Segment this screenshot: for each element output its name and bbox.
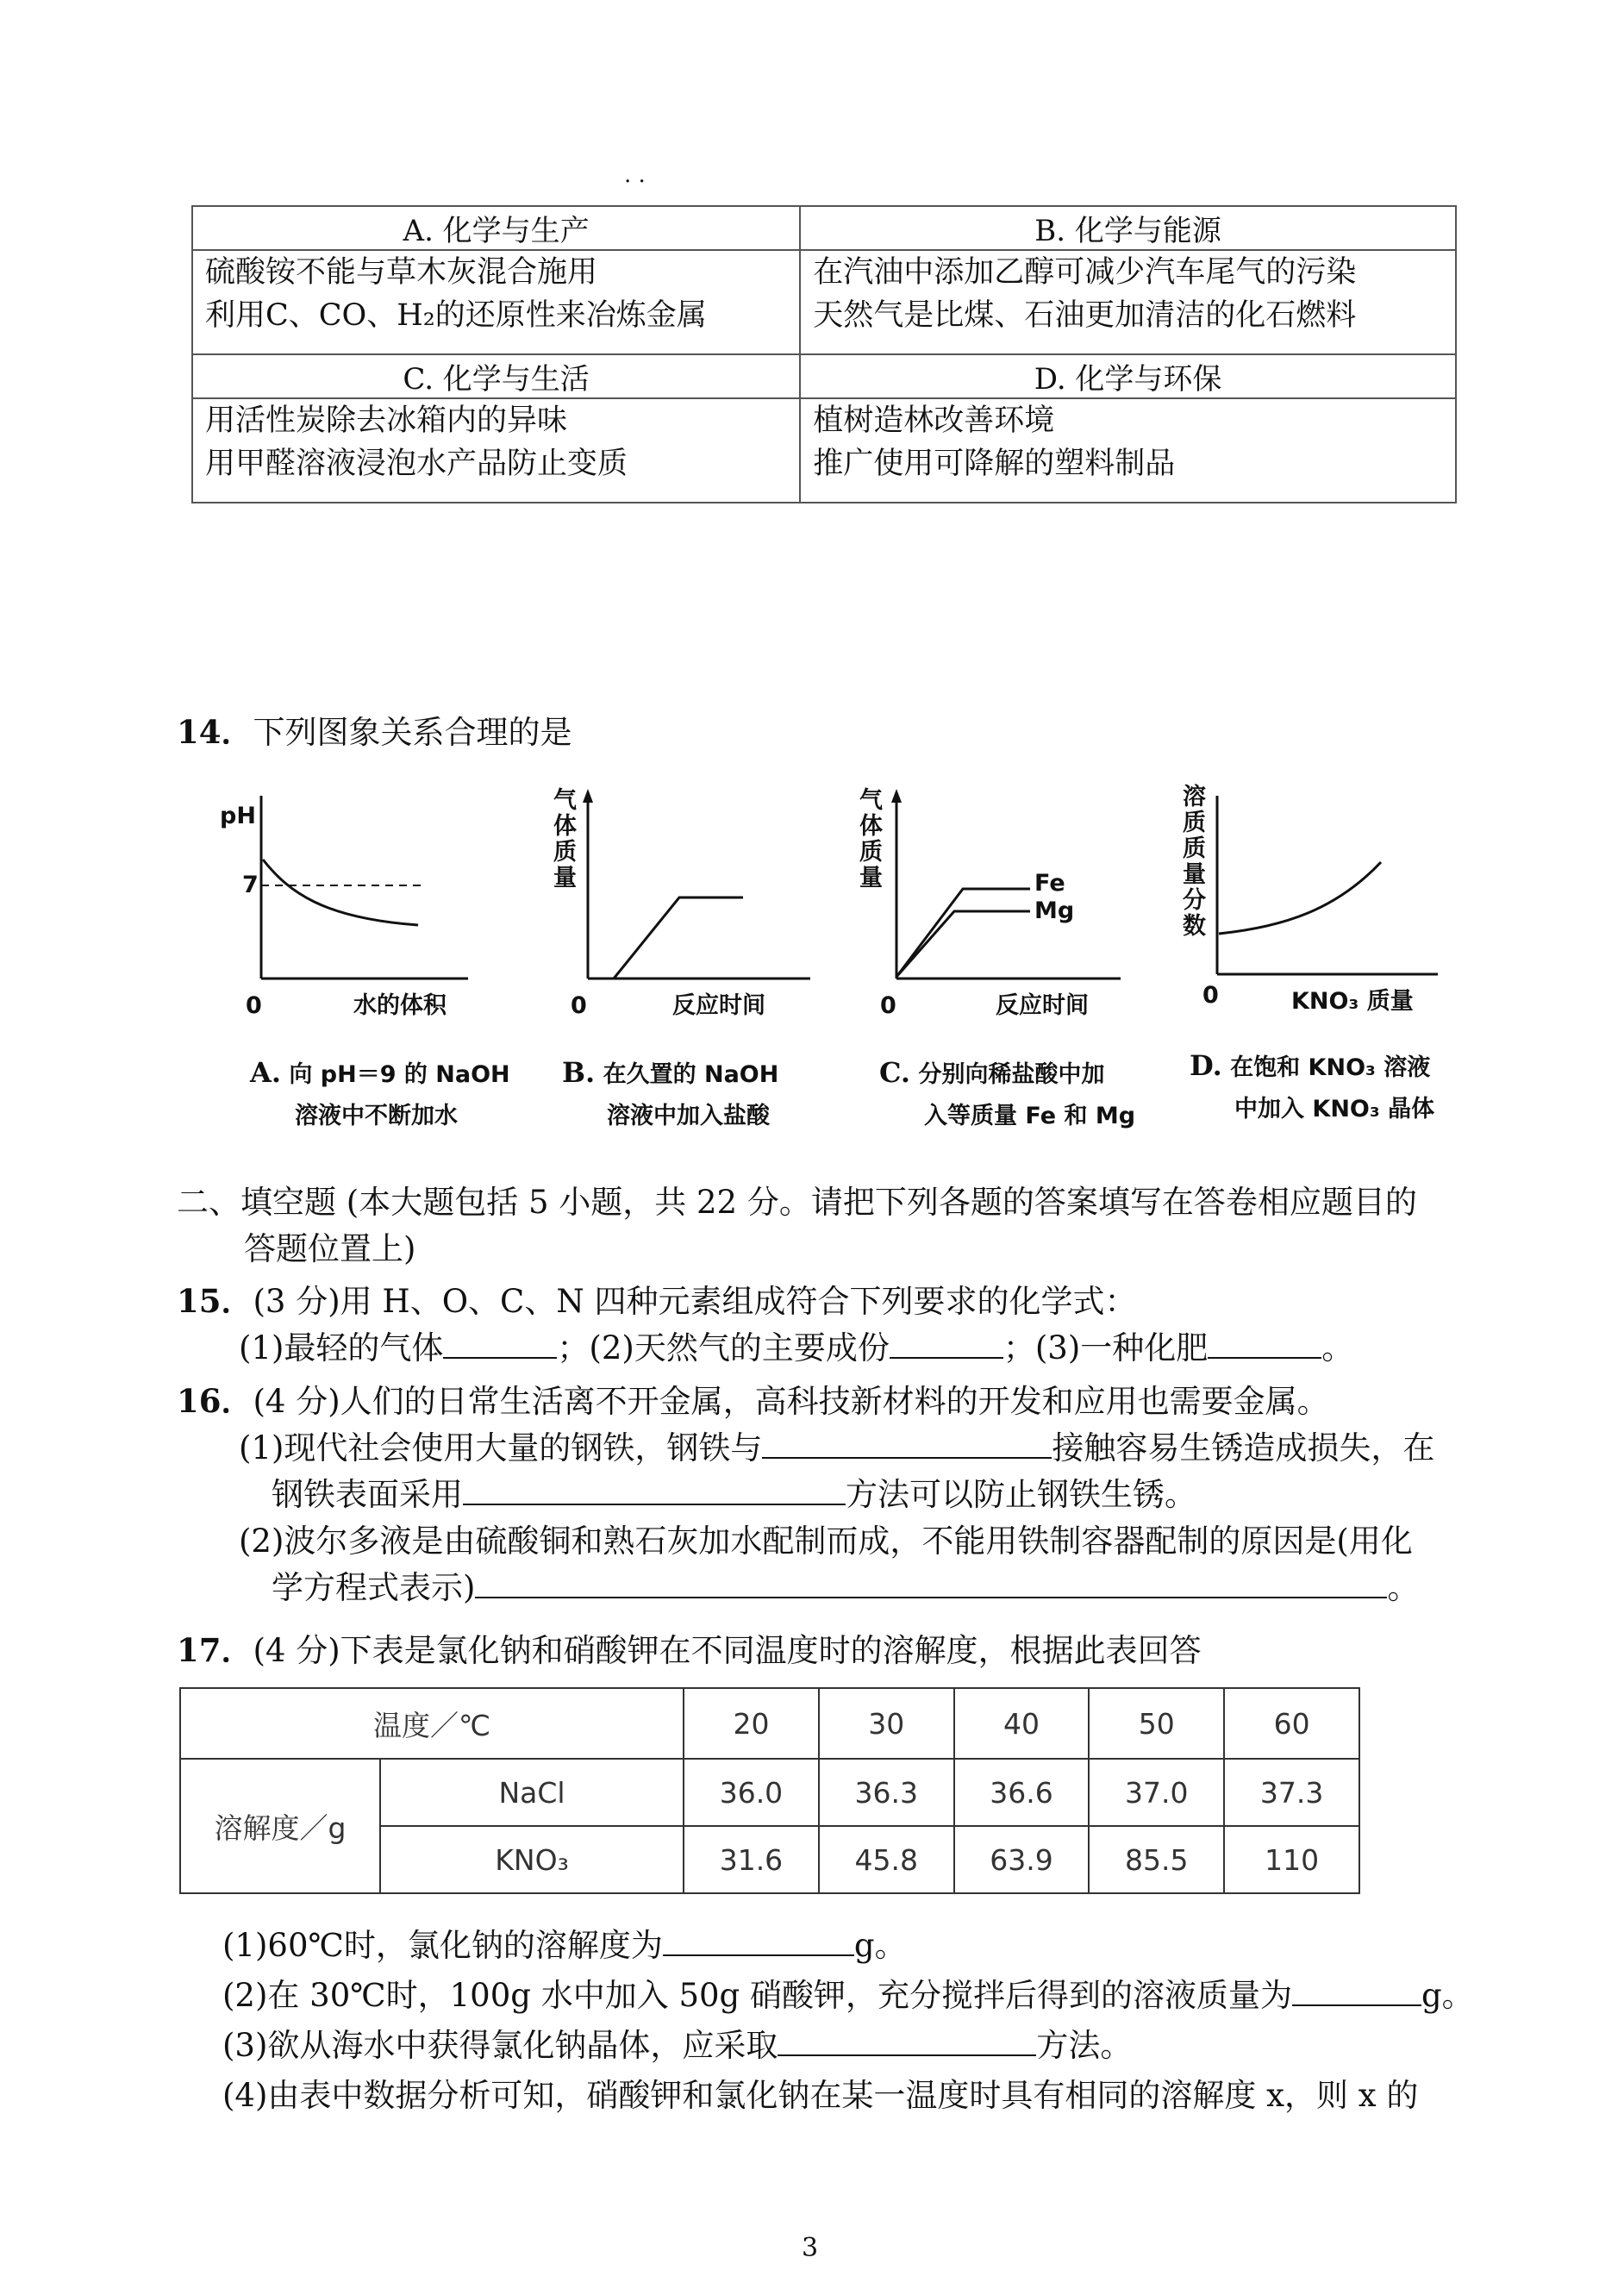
option-b-line: 在汽油中添加乙醇可减少汽车尾气的污染 <box>813 255 1357 291</box>
sub-question-text: (1)60℃时，氯化钠的溶解度为 <box>222 1927 663 1964</box>
option-d-line: 推广使用可降解的塑料制品 <box>813 447 1176 482</box>
option-d-line: 植树造林改善环境 <box>813 403 1055 439</box>
ph7-label: 7 <box>242 872 259 898</box>
y-axis-label-char: 质 <box>1183 835 1206 862</box>
end-mark: 。 <box>1321 1329 1354 1366</box>
y-axis-label-char: 量 <box>859 865 883 891</box>
option-c-line: 用活性炭除去冰箱内的异味 <box>205 403 568 439</box>
question-16 <box>177 1378 1434 1611</box>
nacl-cell: 37.3 <box>1224 1759 1359 1826</box>
graph-b-caption <box>562 1052 778 1137</box>
question-number: 17． <box>177 1631 253 1669</box>
nacl-label: NaCl <box>380 1759 684 1826</box>
x-axis-label: KNO₃ 质量 <box>1291 988 1414 1015</box>
temp-header: 温度／℃ <box>180 1688 684 1759</box>
answer-blank[interactable] <box>762 1429 1052 1459</box>
question-text: (4 分)下表是氯化钠和硝酸钾在不同温度时的溶解度，根据此表回答 <box>253 1632 1202 1669</box>
part-1-text: (1)最轻的气体 <box>239 1329 444 1366</box>
sub-question-text: 学方程式表示) <box>272 1569 476 1606</box>
temp-cell: 30 <box>819 1688 954 1759</box>
question-17-subparts <box>222 1921 1474 2121</box>
origin-label: 0 <box>246 992 262 1019</box>
section-2-heading <box>177 1179 1417 1273</box>
option-c-header: C. 化学与生活 <box>192 354 800 398</box>
sub-question-text: (1)现代社会使用大量的钢铁，钢铁与 <box>239 1429 763 1466</box>
y-axis-label-char: 体 <box>553 813 577 840</box>
y-axis-label-char: 量 <box>1183 861 1206 888</box>
y-axis-label-vertical <box>859 786 883 891</box>
kno3-cell: 85.5 <box>1089 1826 1224 1893</box>
x-axis-label: 反应时间 <box>996 992 1089 1019</box>
y-axis-label-vertical <box>1183 784 1206 940</box>
sub-question-text: g。 <box>853 1927 907 1964</box>
question-15 <box>177 1278 1353 1372</box>
answer-blank[interactable] <box>890 1329 1003 1359</box>
fe-label: Fe <box>1034 870 1065 897</box>
y-axis-label-char: 溶 <box>1183 784 1206 810</box>
sub-question-text: 方法可以防止钢铁生锈。 <box>846 1476 1196 1513</box>
option-a-line: 利用C、CO、H₂的还原性来冶炼金属 <box>205 298 707 334</box>
temp-cell: 40 <box>954 1688 1090 1759</box>
sub-question-text: 方法。 <box>1036 2027 1133 2064</box>
option-b-body <box>800 250 1456 354</box>
temp-cell: 20 <box>684 1688 819 1759</box>
origin-label: 0 <box>571 992 587 1019</box>
y-axis-label-char: 数 <box>1183 913 1206 940</box>
caption-letter: C. <box>879 1056 911 1089</box>
answer-blank[interactable] <box>1208 1329 1321 1359</box>
graph-b <box>552 780 836 1022</box>
question-number: 14． <box>177 713 253 751</box>
caption-letter: A. <box>250 1056 281 1089</box>
graph-a-caption <box>250 1052 510 1137</box>
page-number: 3 <box>802 2233 819 2263</box>
option-c-body <box>192 398 800 503</box>
y-axis-label-char: 质 <box>553 839 577 866</box>
kno3-cell: 63.9 <box>954 1826 1090 1893</box>
option-d-header: D. 化学与环保 <box>800 354 1456 398</box>
answer-blank[interactable] <box>443 1329 557 1359</box>
section-2-line: 答题位置上) <box>244 1230 416 1267</box>
y-arrow-icon <box>583 789 593 803</box>
kno3-cell: 110 <box>1224 1826 1359 1893</box>
part-3-text: ；(3)一种化肥 <box>1003 1329 1209 1366</box>
question-14 <box>177 709 572 756</box>
options-table <box>191 205 1457 503</box>
y-axis-label-char: 质 <box>859 839 883 866</box>
y-axis-label-char: 质 <box>1183 810 1206 836</box>
nacl-cell: 36.0 <box>684 1759 819 1826</box>
solute-fraction-curve <box>1219 862 1381 934</box>
answer-blank[interactable] <box>778 2027 1036 2056</box>
y-axis-label-char: 分 <box>1183 887 1206 914</box>
mg-label: Mg <box>1034 897 1075 924</box>
caption-line: 在饱和 KNO₃ 溶液 <box>1230 1054 1431 1081</box>
origin-label: 0 <box>880 992 896 1019</box>
x-axis-label: 反应时间 <box>672 992 765 1019</box>
answer-blank[interactable] <box>475 1569 1387 1598</box>
caption-letter: D. <box>1190 1049 1222 1082</box>
sub-question-text: 接触容易生锈造成损失，在 <box>1052 1429 1435 1466</box>
y-axis-label-char: 体 <box>859 813 883 840</box>
sub-question-text: (2)在 30℃时，100g 水中加入 50g 硝酸钾，充分搅拌后得到的溶液质量为 <box>222 1977 1292 2014</box>
caption-line: 分别向稀盐酸中加 <box>918 1061 1105 1088</box>
caption-line: 溶液中不断加水 <box>295 1103 458 1129</box>
part-2-text: ；(2)天然气的主要成份 <box>557 1329 890 1366</box>
temp-cell: 60 <box>1224 1688 1359 1759</box>
caption-letter: B. <box>562 1056 596 1089</box>
graph-c-caption <box>879 1052 1135 1137</box>
y-arrow-icon <box>891 789 902 803</box>
ph-curve <box>263 860 418 925</box>
caption-line: 向 pH＝9 的 NaOH <box>289 1061 510 1088</box>
option-d-body <box>800 398 1456 503</box>
gas-mass-line <box>614 897 743 979</box>
caption-line: 中加入 KNO₃ 晶体 <box>1234 1096 1435 1122</box>
option-a-header: A. 化学与生产 <box>192 206 800 250</box>
y-axis-label-char: 气 <box>859 787 883 814</box>
option-b-line: 天然气是比煤、石油更加清洁的化石燃料 <box>813 298 1357 334</box>
graph-c <box>858 780 1142 1022</box>
solubility-table <box>179 1687 1360 1894</box>
x-axis-label: 水的体积 <box>353 992 447 1019</box>
solubility-header: 溶解度／g <box>180 1759 380 1893</box>
caption-line: 溶液中加入盐酸 <box>607 1103 770 1129</box>
y-axis-label-char: 量 <box>553 865 577 891</box>
sub-question-text: (4)由表中数据分析可知，硝酸钾和氯化钠在某一温度时具有相同的溶解度 x，则 x 的 <box>222 2077 1419 2114</box>
nacl-cell: 37.0 <box>1089 1759 1224 1826</box>
sub-question-text: g。 <box>1421 1977 1474 2014</box>
caption-line: 在久置的 NaOH <box>603 1061 779 1088</box>
y-axis-label: pH <box>220 803 256 829</box>
question-17 <box>177 1627 1202 1674</box>
top-dots: . . <box>624 162 646 188</box>
graph-d-caption <box>1190 1045 1434 1130</box>
option-a-body <box>192 250 800 354</box>
question-text: 下列图象关系合理的是 <box>253 714 572 751</box>
sub-question-text: (2)波尔多液是由硫酸铜和熟石灰加水配制而成，不能用铁制容器配制的原因是(用化 <box>239 1523 1413 1560</box>
y-axis-label-char: 气 <box>553 787 577 814</box>
caption-line: 入等质量 Fe 和 Mg <box>924 1103 1136 1129</box>
option-a-line: 硫酸铵不能与草木灰混合施用 <box>205 255 598 291</box>
temp-cell: 50 <box>1089 1688 1224 1759</box>
option-b-header: B. 化学与能源 <box>800 206 1456 250</box>
end-mark: 。 <box>1387 1569 1420 1606</box>
option-c-line: 用甲醛溶液浸泡水产品防止变质 <box>205 447 628 482</box>
section-2-line: 二、填空题 (本大题包括 5 小题，共 22 分。请把下列各题的答案填写在答卷相应题目的 <box>177 1184 1417 1221</box>
kno3-label: KNO₃ <box>380 1826 684 1893</box>
question-number: 15． <box>177 1282 253 1320</box>
question-text: (4 分)人们的日常生活离不开金属，高科技新材料的开发和应用也需要金属。 <box>253 1383 1329 1420</box>
answer-blank[interactable] <box>463 1476 846 1505</box>
kno3-cell: 45.8 <box>819 1826 954 1893</box>
y-axis-label-vertical <box>553 786 577 891</box>
nacl-cell: 36.3 <box>819 1759 954 1826</box>
graph-d <box>1181 780 1465 1022</box>
answer-blank[interactable] <box>663 1927 854 1956</box>
sub-question-text: 钢铁表面采用 <box>272 1476 463 1513</box>
kno3-cell: 31.6 <box>684 1826 819 1893</box>
sub-question-text: (3)欲从海水中获得氯化钠晶体，应采取 <box>222 2027 778 2064</box>
graph-a <box>211 780 487 1022</box>
answer-blank[interactable] <box>1292 1977 1421 2006</box>
origin-label: 0 <box>1202 982 1219 1009</box>
fe-line <box>896 889 1030 977</box>
question-text: (3 分)用 H、O、C、N 四种元素组成符合下列要求的化学式： <box>253 1283 1137 1320</box>
question-number: 16． <box>177 1382 253 1420</box>
nacl-cell: 36.6 <box>954 1759 1090 1826</box>
mg-line <box>896 911 1030 977</box>
